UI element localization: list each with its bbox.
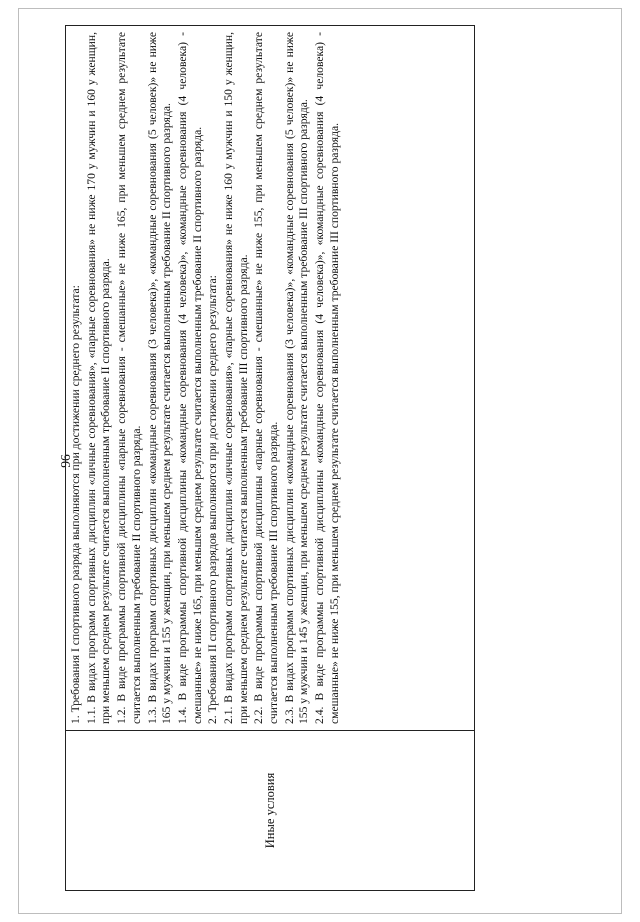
table-left-cell — [66, 730, 474, 890]
requirement-paragraph: 1.2. В виде программы спортивной дисциплины «парные соревнования - смешанные» не ниже 165, при меньшем среднем результате считается выполненным требование II спортивного разряда. — [115, 32, 143, 724]
requirements-table — [65, 25, 475, 891]
requirement-paragraph: 2.4. В виде программы спортивной дисциплины «командные соревнования (4 человека)», «командные соревнования (4 человека) - смешанные» не ниже 155, при меньшем среднем результате считается выполненным требование III спортивного разряда. — [313, 32, 341, 724]
requirement-paragraph: 2.3. В видах программ спортивных дисциплин «командные соревнования (3 человека)», «командные соревнования (5 человек)» не ниже 155 у мужчин и 145 у женщин, при меньшем среднем результате считается выполненным требование III спортивного разряда. — [282, 32, 311, 724]
requirement-paragraph: 2. Требования II спортивного разрядов выполняются при достижении среднего результата: — [206, 275, 220, 724]
requirement-paragraph: 2.2. В виде программы спортивной дисциплины «парные соревнования - смешанные» не ниже 155, при меньшем среднем результате считается выполненным требование III спортивного разряда. — [252, 32, 281, 724]
other-conditions-label: Иные условия — [262, 772, 277, 849]
rotated-table-wrapper — [65, 25, 475, 891]
page-number: 96 — [58, 454, 73, 468]
requirement-paragraph: 2.1. В видах программ спортивных дисциплин «личные соревнования», «парные соревнования» не ниже 160 у мужчин и 150 у женщин, при меньшем среднем результате считается выполненным требование III спортивного разряда. — [222, 32, 250, 724]
requirement-paragraph: 1. Требования I спортивного разряда выполняются при достижении среднего результата: — [69, 285, 82, 724]
requirement-paragraph: 1.3. В видах программ спортивных дисциплин «командные соревнования (3 человека)», «командные соревнования (5 человек)» не ниже 165 у мужчин и 155 у женщин, при меньшем среднем результате считается выполненным требование II спортивного разряда. — [145, 32, 174, 724]
requirement-paragraph: 1.1. В видах программ спортивных дисциплин «личные соревнования», «парные соревнования» не ниже 170 у мужчин и 160 у женщин, при меньшем среднем результате считается выполненным требование II спортивного разряда. — [84, 32, 113, 724]
requirement-paragraph: 1.4. В виде программы спортивной дисциплины «командные соревнования (4 человека)», «командные соревнования (4 человека) - смешанные» не ниже 165, при меньшем среднем результате считается выполненным требование II спортивного разряда. — [175, 32, 204, 724]
table-right-cell — [66, 26, 474, 730]
